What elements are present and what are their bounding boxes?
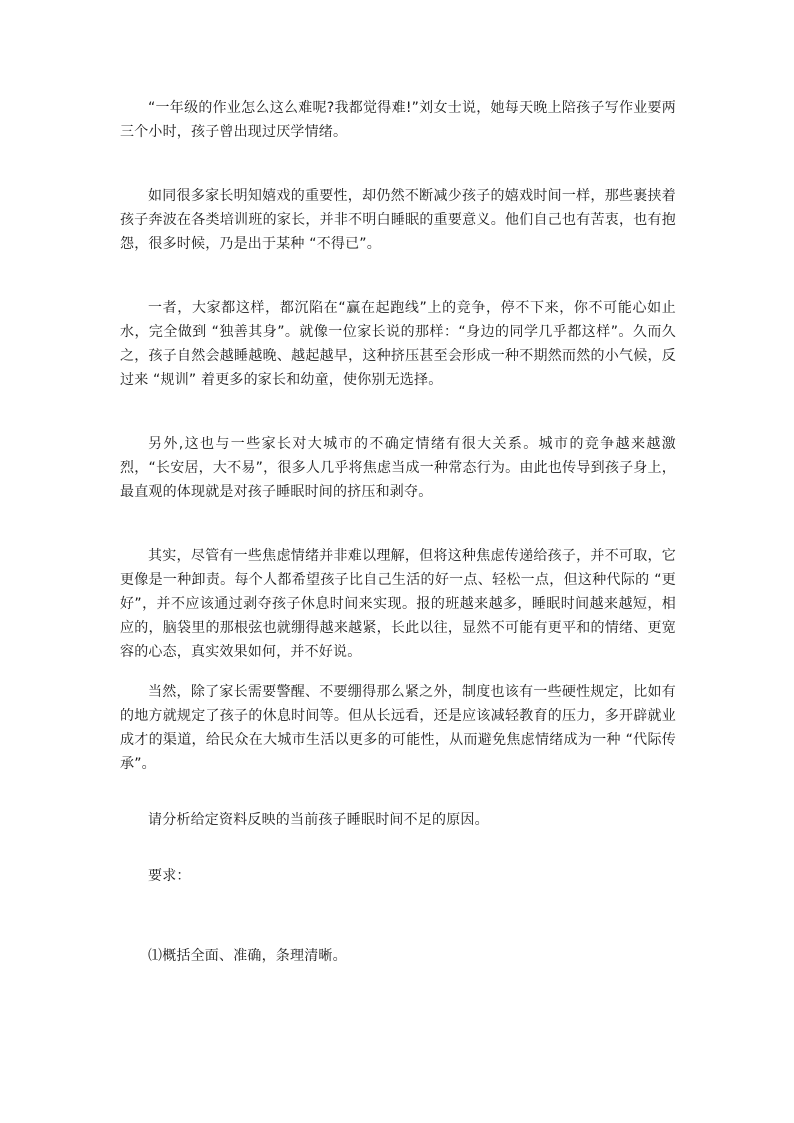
paragraph-4: 另外,这也与一些家长对大城市的不确定情绪有很大关系。城市的竞争越来越激烈，“长安居，大不易”，很多人几乎将焦虑当成一种常态行为。由此也传导到孩子身上，最直观的体现就是对孩子睡眠时间的挤压和剥夺。 [120,436,676,500]
requirements-heading: 要求： [148,868,191,884]
requirement-item-1: ⑴概括全面、准确，条理清晰。 [148,948,347,964]
question-prompt: 请分析给定资料反映的当前孩子睡眠时间不足的原因。 [148,812,489,828]
paragraph-1: “一年级的作业怎么这么难呢?我都觉得难!”刘女士说，她每天晚上陪孩子写作业要两三个小时，孩子曾出现过厌学情绪。 [120,100,676,140]
paragraph-3: 一者，大家都这样，都沉陷在“赢在起跑线”上的竞争，停不下来，你不可能心如止水，完全做到 “独善其身”。就像一位家长说的那样：“身边的同学几乎都这样”。久而久之，孩子自然会越睡越晚、越起越早，这种挤压甚至会形成一种不期然而然的小气候，反过来 “规训” 着更多的家长和幼童，使你别无选择。 [120,300,676,388]
paragraph-5: 其实，尽管有一些焦虑情绪并非难以理解，但将这种焦虑传递给孩子，并不可取，它更像是一种卸责。每个人都希望孩子比自己生活的好一点、轻松一点，但这种代际的 “更好”，并不应该通过剥夺孩子休息时间来实现。报的班越来越多，睡眠时间越来越短，相应的，脑袋里的那根弦也就绷得越来越紧，长此以往，显然不可能有更平和的情绪、更宽容的心态，真实效果如何，并不好说。 [120,548,676,660]
paragraph-6: 当然，除了家长需要警醒、不要绷得那么紧之外，制度也该有一些硬性规定，比如有的地方就规定了孩子的休息时间等。但从长远看，还是应该减轻教育的压力，多开辟就业成才的渠道，给民众在大城市生活以更多的可能性，从而避免焦虑情绪成为一种 “代际传承”。 [120,684,676,772]
paragraph-2: 如同很多家长明知嬉戏的重要性，却仍然不断减少孩子的嬉戏时间一样，那些裹挟着孩子奔波在各类培训班的家长，并非不明白睡眠的重要意义。他们自己也有苦衷，也有抱怨，很多时候，乃是出于某种 “不得已”。 [120,188,676,252]
